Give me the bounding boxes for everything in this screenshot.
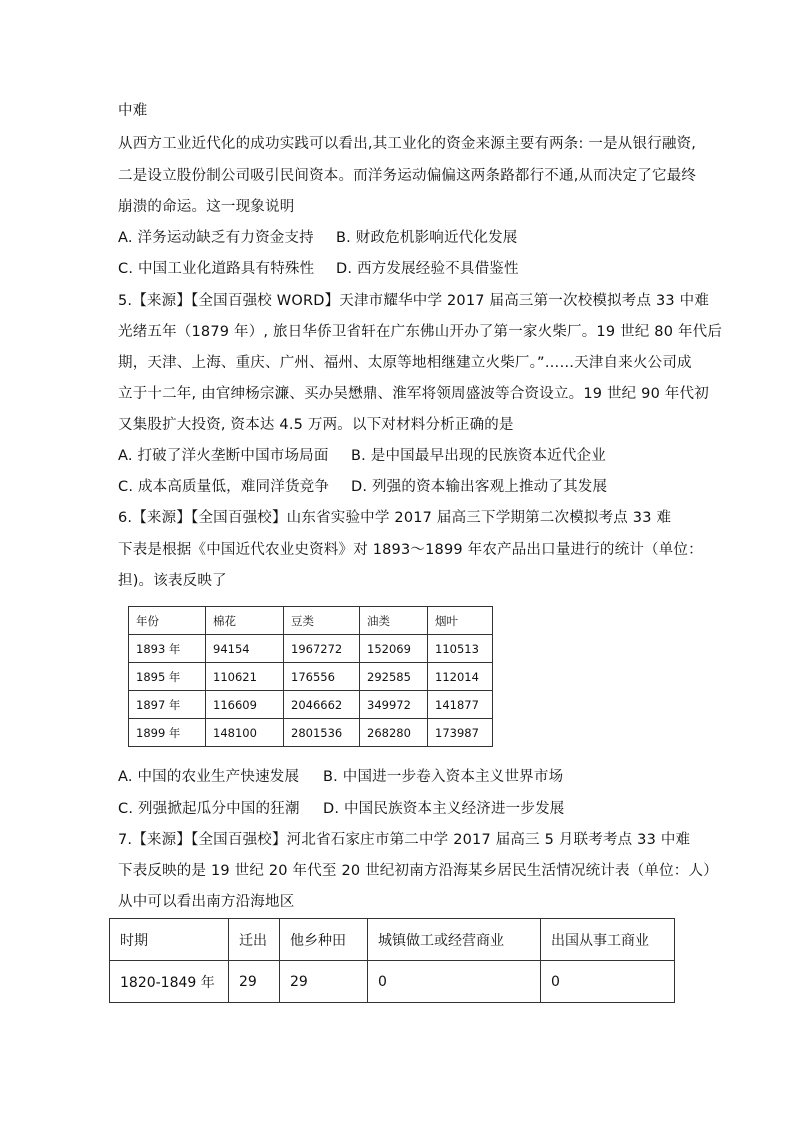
table-header-cell: 烟叶	[428, 607, 493, 635]
table-row	[129, 691, 493, 719]
q4-stem-line-1: 从西方工业近代化的成功实践可以看出,其工业化的资金来源主要有两条: 一是从银行融资,	[118, 136, 697, 152]
q5-stem-line-4: 又集股扩大投资, 资本达 4.5 万两。以下对材料分析正确的是	[118, 417, 514, 433]
table-cell: 173987	[428, 719, 493, 747]
q4-difficulty: 中难	[118, 103, 148, 119]
q5-option-c[interactable]: C. 成本高质量低，难同洋货竞争	[118, 479, 330, 495]
table-cell: 0	[541, 961, 675, 1003]
table-header-cell: 豆类	[284, 607, 360, 635]
table-header-row	[110, 919, 675, 961]
q5-option-b[interactable]: B. 是中国最早出现的民族资本近代企业	[351, 448, 606, 464]
q7-residents-table	[109, 918, 675, 1003]
q4-option-c[interactable]: C. 中国工业化道路具有特殊性	[118, 261, 315, 277]
q4-option-b[interactable]: B. 财政危机影响近代化发展	[336, 230, 518, 246]
table-row	[129, 635, 493, 663]
table-header-cell: 出国从事工商业	[541, 919, 675, 961]
q4-option-d[interactable]: D. 西方发展经验不具借鉴性	[336, 261, 519, 277]
q5-stem-line-3: 立于十二年, 由官绅杨宗濂、买办吴懋鼎、淮军将领周盛波等合资设立。19 世纪 90 年代初	[118, 386, 709, 402]
table-cell: 1897 年	[129, 691, 206, 719]
q4-options-row-1	[118, 228, 517, 248]
q4-stem-line-3: 崩溃的命运。这一现象说明	[118, 199, 295, 215]
table-cell: 1893 年	[129, 635, 206, 663]
table-header-cell: 迁出	[229, 919, 280, 961]
q7-stem-line-1: 下表反映的是 19 世纪 20 年代至 20 世纪初南方沿海某乡居民生活情况统计表（单位：人）	[118, 863, 718, 879]
table-row	[110, 961, 675, 1003]
q5-option-a[interactable]: A. 打破了洋火垄断中国市场局面	[118, 448, 329, 464]
q5-options-row-1	[118, 446, 606, 466]
q5-options-row-2	[118, 477, 607, 497]
table-cell: 1895 年	[129, 663, 206, 691]
table-cell: 1899 年	[129, 719, 206, 747]
table-cell: 29	[280, 961, 368, 1003]
table-cell: 112014	[428, 663, 493, 691]
q6-options-row-1	[118, 767, 563, 787]
table-cell: 152069	[360, 635, 428, 663]
q4-stem-line-2: 二是设立股份制公司吸引民间资本。而洋务运动偏偏这两条路都行不通,从而决定了它最终	[118, 168, 697, 184]
table-cell: 292585	[360, 663, 428, 691]
table-cell: 2801536	[284, 719, 360, 747]
q6-option-b[interactable]: B. 中国进一步卷入资本主义世界市场	[323, 769, 564, 785]
table-cell: 176556	[284, 663, 360, 691]
q6-heading: 6.【来源】【全国百强校】山东省实验中学 2017 届高三下学期第二次模拟考点 33 难	[118, 510, 672, 526]
q6-stem-line-2: 担)。该表反映了	[118, 573, 227, 589]
q6-option-c[interactable]: C. 列强掀起瓜分中国的狂潮	[118, 801, 300, 817]
table-row	[129, 719, 493, 747]
table-cell: 110513	[428, 635, 493, 663]
table-cell: 110621	[206, 663, 284, 691]
table-header-row	[129, 607, 493, 635]
table-cell: 268280	[360, 719, 428, 747]
table-header-cell: 城镇做工或经营商业	[368, 919, 541, 961]
table-row	[129, 663, 493, 691]
q6-option-a[interactable]: A. 中国的农业生产快速发展	[118, 769, 300, 785]
q7-heading: 7.【来源】【全国百强校】河北省石家庄市第二中学 2017 届高三 5 月联考考点 33 中难	[118, 832, 691, 848]
q6-export-table	[128, 606, 493, 747]
table-cell: 29	[229, 961, 280, 1003]
table-cell: 1820-1849 年	[110, 961, 229, 1003]
table-cell: 116609	[206, 691, 284, 719]
table-cell: 0	[368, 961, 541, 1003]
q7-stem-line-2: 从中可以看出南方沿海地区	[118, 894, 295, 910]
q5-stem-line-2: 期，天津、上海、重庆、广州、福州、太原等地相继建立火柴厂。”……天津自来火公司成	[118, 355, 692, 371]
q6-options-row-2	[118, 799, 564, 819]
q4-option-a[interactable]: A. 洋务运动缺乏有力资金支持	[118, 230, 314, 246]
table-header-cell: 年份	[129, 607, 206, 635]
table-cell: 94154	[206, 635, 284, 663]
q6-option-d[interactable]: D. 中国民族资本主义经济进一步发展	[323, 801, 565, 817]
table-cell: 2046662	[284, 691, 360, 719]
table-cell: 1967272	[284, 635, 360, 663]
table-header-cell: 棉花	[206, 607, 284, 635]
q4-options-row-2	[118, 259, 519, 279]
table-header-cell: 油类	[360, 607, 428, 635]
table-header-cell: 时期	[110, 919, 229, 961]
table-cell: 141877	[428, 691, 493, 719]
table-cell: 148100	[206, 719, 284, 747]
q5-stem-line-1: 光绪五年（1879 年）, 旅日华侨卫省轩在广东佛山开办了第一家火柴厂。19 世纪 80 年代后	[118, 324, 723, 340]
table-header-cell: 他乡种田	[280, 919, 368, 961]
q5-option-d[interactable]: D. 列强的资本输出客观上推动了其发展	[351, 479, 608, 495]
q5-heading: 5.【来源】【全国百强校 WORD】天津市耀华中学 2017 届高三第一次校模拟考点 33 中难	[118, 293, 710, 309]
table-cell: 349972	[360, 691, 428, 719]
q6-stem-line-1: 下表是根据《中国近代农业史资料》对 1893～1899 年农产品出口量进行的统计（单位：	[118, 542, 703, 558]
